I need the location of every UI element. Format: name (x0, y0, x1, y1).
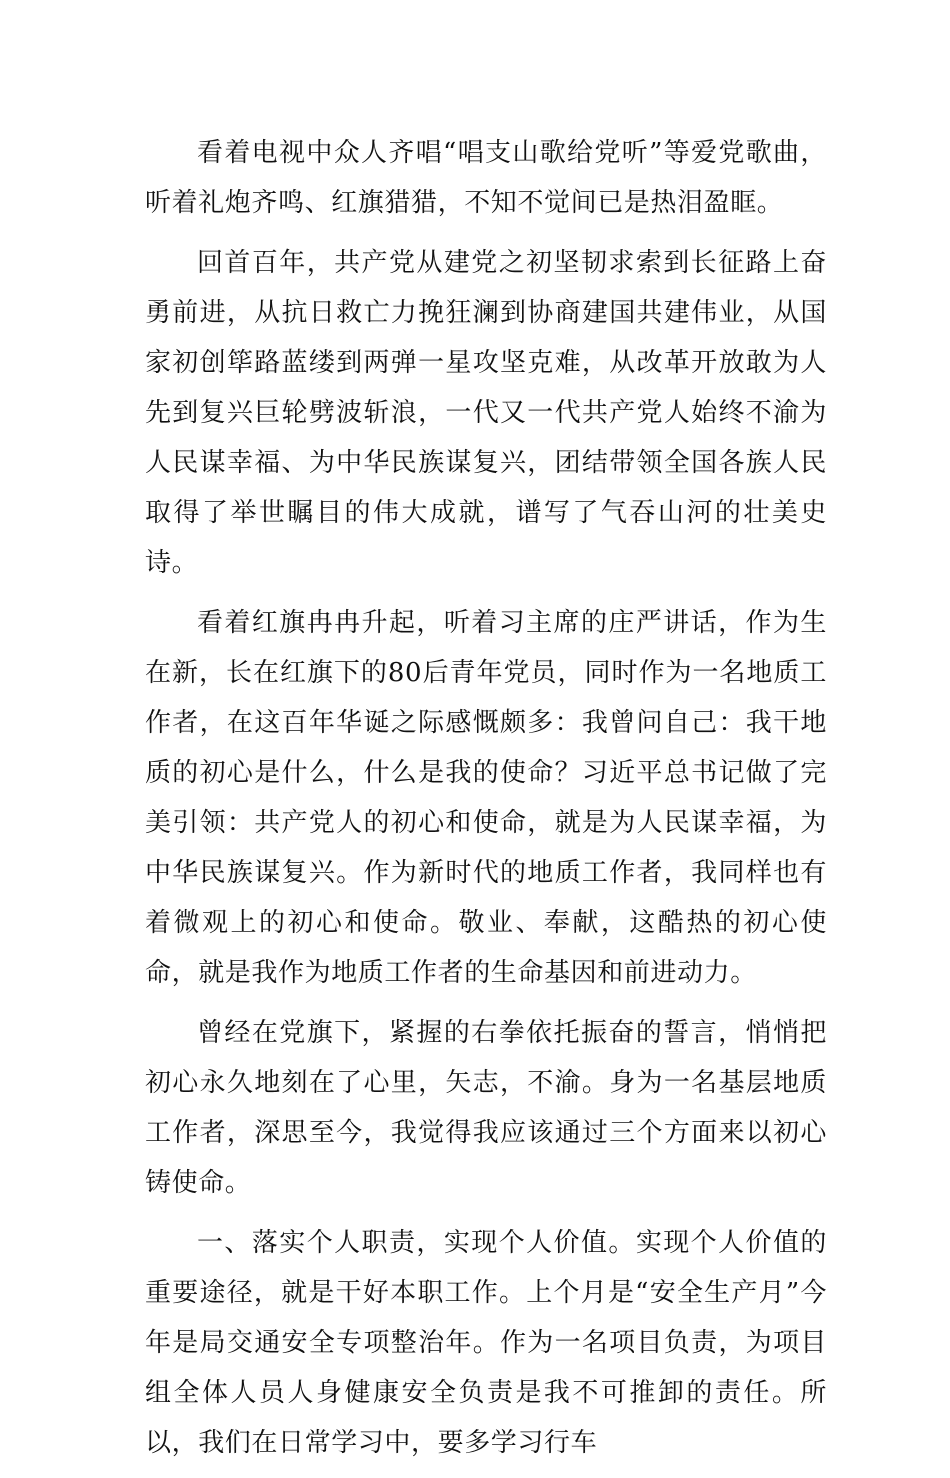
paragraph-5: 一、落实个人职责，实现个人价值。实现个人价值的重要途径，就是干好本职工作。上个月是“安全生产月”今年是局交通安全专项整治年。作为一名项目负责，为项目组全体人员人身健康安全负责是我不可推卸的责任。所以，我们在日常学习中，要多学习行车 (145, 1228, 827, 1458)
paragraph-4: 曾经在党旗下，紧握的右拳依托振奋的誓言，悄悄把初心永久地刻在了心里，矢志，不渝。身为一名基层地质工作者，深思至今，我觉得我应该通过三个方面来以初心铸使命。 (145, 1018, 827, 1198)
paragraph-3: 看着红旗冉冉升起，听着习主席的庄严讲话，作为生在新，长在红旗下的80后青年党员，同时作为一名地质工作者，在这百年华诞之际感慨颇多：我曾问自己：我干地质的初心是什么，什么是我的使命？习近平总书记做了完美引领：共产党人的初心和使命，就是为人民谋幸福，为中华民族谋复兴。作为新时代的地质工作者，我同样也有着微观上的初心和使命。敬业、奉献，这酷热的初心使命，就是我作为地质工作者的生命基因和前进动力。 (145, 608, 827, 988)
paragraph-1: 看着电视中众人齐唱“唱支山歌给党听”等爱党歌曲，听着礼炮齐鸣、红旗猎猎，不知不觉间已是热泪盈眶。 (145, 138, 827, 218)
document-body (145, 128, 827, 1478)
paragraph-2: 回首百年，共产党从建党之初坚韧求索到长征路上奋勇前进，从抗日救亡力挽狂澜到协商建国共建伟业，从国家初创筚路蓝缕到两弹一星攻坚克难，从改革开放敢为人先到复兴巨轮劈波斩浪，一代又一代共产党人始终不渝为人民谋幸福、为中华民族谋复兴，团结带领全国各族人民取得了举世瞩目的伟大成就，谱写了气吞山河的壮美史诗。 (145, 248, 827, 578)
